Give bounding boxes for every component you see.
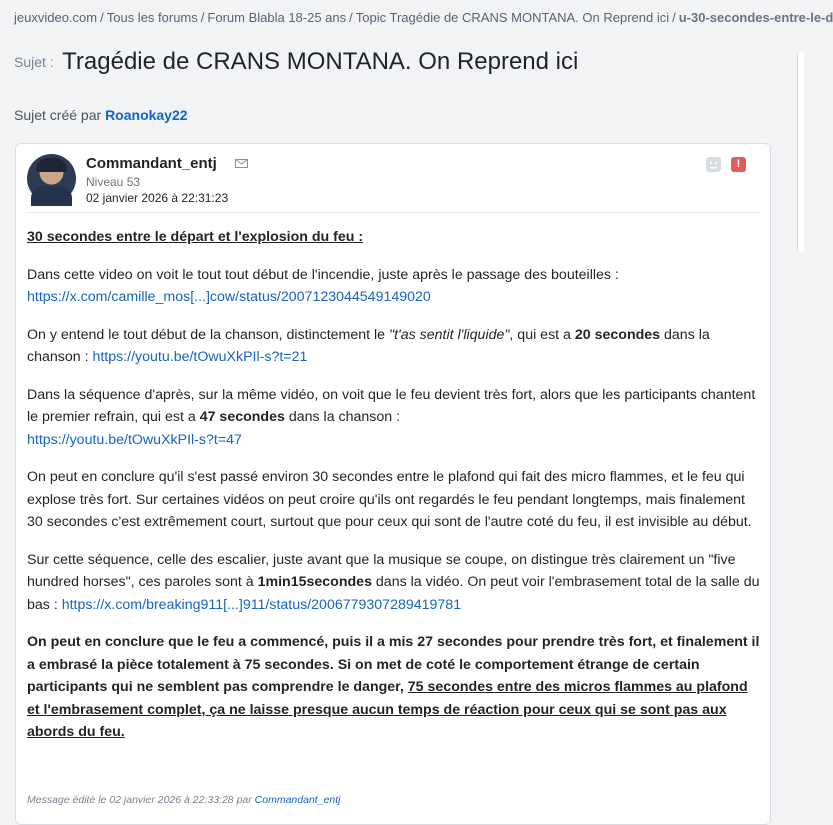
breadcrumb-current: u-30-secondes-entre-le-d	[678, 10, 833, 25]
post-link[interactable]: https://x.com/camille_mos[...]cow/status/2007123044549149020	[27, 289, 431, 305]
creator-link[interactable]: Roanokay22	[105, 107, 188, 123]
subject-label: Sujet :	[14, 54, 54, 70]
breadcrumb-all-forums[interactable]: Tous les forums	[106, 10, 198, 25]
post-text: , qui est a	[509, 326, 575, 343]
post-quote: "t'as sentit l'liquide"	[389, 326, 510, 343]
topic-creator	[14, 107, 188, 123]
post-body	[27, 226, 763, 759]
created-by-label: Sujet créé par	[14, 107, 102, 123]
post-date[interactable]: 02 janvier 2026 à 22:31:23	[86, 191, 229, 205]
breadcrumb	[14, 10, 833, 25]
edit-note	[27, 794, 340, 806]
post-text: dans la chanson :	[284, 409, 401, 425]
post-text: dans la chanson :	[27, 326, 710, 365]
edit-note-text: Message édité le 02 janvier 2026 à 22:33:28 par	[27, 794, 252, 806]
post-header	[27, 154, 759, 213]
side-panel-edge	[797, 52, 804, 252]
post-bold: 1min15secondes	[257, 574, 372, 590]
post-link[interactable]: https://youtu.be/tOwuXkPIl-s?t=47	[27, 431, 242, 448]
post-paragraph	[27, 264, 763, 309]
breadcrumb-home[interactable]: jeuxvideo.com	[14, 10, 98, 25]
breadcrumb-forum[interactable]: Forum Blabla 18-25 ans	[207, 10, 347, 25]
mail-icon[interactable]	[235, 159, 248, 168]
post-heading: 30 secondes entre le départ et l'explosion du feu :	[27, 229, 364, 245]
post-paragraph	[27, 384, 763, 452]
topic-title-row	[14, 48, 578, 76]
breadcrumb-separator: /	[349, 10, 353, 25]
post-author[interactable]: Commandant_entj	[86, 155, 217, 172]
post-link[interactable]: https://x.com/breaking911[...]911/status/2006779307289419781	[61, 596, 462, 613]
post-text: On peut en conclure qu'il s'est passé environ 30 secondes entre le plafond qui fait des micro flammes, et le feu qui explose très fort. Sur certaines vidéos on peut croire qu'ils ont regardés le feu pendant longtemps, mais finalement 30 secondes c'est extrêmement court, surtout que pour ceux qui sont de l'autre coté du feu, il est invisible au début.	[27, 469, 752, 530]
forum-post	[15, 143, 771, 825]
post-text: Dans la séquence d'après, sur la même vidéo, on voit que le feu devient très fort, alors que les participants chantent le premier refrain, qui est a	[27, 386, 756, 425]
post-paragraph	[27, 549, 763, 617]
alert-icon[interactable]: !	[731, 157, 746, 172]
avatar-cap	[36, 158, 67, 172]
post-bold: 20 secondes	[574, 326, 661, 343]
post-link[interactable]: https://youtu.be/tOwuXkPIl-s?t=21	[92, 349, 308, 365]
page-title: Tragédie de CRANS MONTANA. On Reprend ici	[62, 48, 579, 75]
edit-author-link[interactable]: Commandant_entj	[254, 794, 341, 806]
post-paragraph	[27, 324, 763, 369]
post-bold-underlined: 75 secondes entre des micros flammes au plafond et l'embrasement complet, ça ne laisse presque aucun temps de réaction pour ceux qui se sont pas aux abords du feu.	[27, 679, 748, 740]
breadcrumb-topic[interactable]: Topic Tragédie de CRANS MONTANA. On Reprend ici	[355, 10, 670, 25]
post-paragraph	[27, 226, 763, 249]
face-icon[interactable]	[706, 157, 721, 172]
post-text: dans la vidéo. On peut voir l'embrasement total de la salle du bas :	[27, 574, 760, 613]
breadcrumb-separator: /	[672, 10, 676, 25]
avatar[interactable]	[27, 154, 76, 203]
post-text: Sur cette séquence, celle des escalier, juste avant que la musique se coupe, on distingue très clairement un "five hundred horses", ces paroles sont à	[27, 551, 736, 590]
post-bold: On peut en conclure que le feu a commencé, puis il a mis 27 secondes pour prendre très fort, et finalement il a embrasé la pièce totalement à 75 secondes. Si on met de coté le comportement étrange de certain participants qui ne semblent pas comprendre le danger,	[27, 634, 760, 695]
breadcrumb-separator: /	[100, 10, 104, 25]
avatar-uniform	[31, 186, 72, 206]
post-author-level: Niveau 53	[86, 175, 141, 189]
breadcrumb-separator: /	[200, 10, 205, 25]
post-text: Dans cette video on voit le tout tout début de l'incendie, juste après le passage des bouteilles :	[27, 266, 619, 283]
post-text: On y entend le tout début de la chanson, distinctement le	[27, 326, 390, 343]
post-bold: 47 secondes	[199, 409, 285, 425]
post-paragraph	[27, 631, 763, 744]
post-paragraph	[27, 466, 763, 534]
